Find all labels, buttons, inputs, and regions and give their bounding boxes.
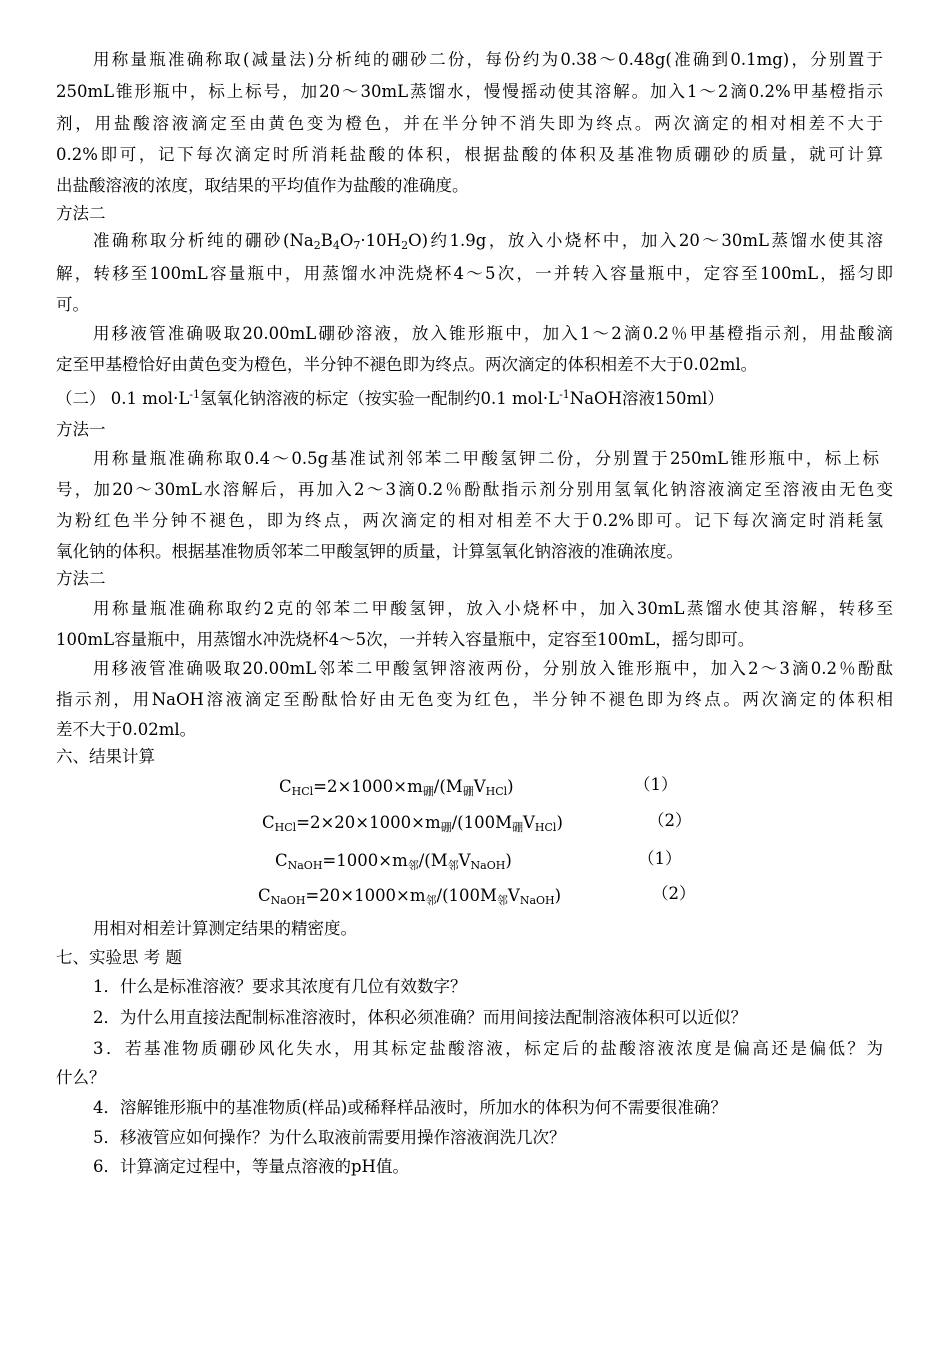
paragraph-line: 可。 — [56, 295, 89, 314]
question-item: 6．计算滴定过程中，等量点溶液的pH值。 — [93, 1157, 409, 1176]
paragraph-line: 用称量瓶准确称取(减量法)分析纯的硼砂二份，每份约为0.38～0.48g(准确到0.1mg)，分别置于 — [93, 50, 883, 69]
equation-naoh-1: $C_{NaOH}=1000\times m_邻/(M_邻V_{NaOH})$ — [275, 851, 512, 872]
paragraph-line: 用移液管准确吸取20.00mL邻苯二甲酸氢钾溶液两份，分别放入锥形瓶中，加入2～3滴0.2％酚酞 — [93, 659, 893, 678]
section-heading: （二） 0.1 $mol\cdot L^{-1}$氢氧化钠溶液的标定（按实验一配制约0.1 $mol\cdot L^{-1}NaOH$溶液150ml） — [56, 388, 724, 408]
section-heading: 七、实验思 考 题 — [56, 948, 182, 967]
paragraph-line: 为粉红色半分钟不褪色，即为终点，两次滴定的相对相差不大于0.2%即可。记下每次滴定时消耗氢 — [56, 511, 883, 530]
equation-naoh-2: $C_{NaOH}=20\times 1000\times m_邻/(100M_邻V_{NaOH})$ — [258, 886, 562, 907]
equation-number: （2） — [652, 884, 696, 903]
paragraph-line: 号，加20～30mL水溶解后，再加入2～3滴0.2％酚酞指示剂分别用氢氧化钠溶液滴定至溶液由无色变 — [56, 480, 893, 499]
paragraph-line: 0.2%即可，记下每次滴定时所消耗盐酸的体积，根据盐酸的体积及基准物质硼砂的质量，就可计算 — [56, 145, 883, 164]
question-item-continued: 什么？ — [56, 1068, 106, 1087]
paragraph-line: 100mL容量瓶中，用蒸馏水冲洗烧杯4～5次，一并转入容量瓶中，定容至100mL，摇匀即可。 — [56, 630, 755, 649]
equation-number: （1） — [638, 849, 682, 868]
section-heading: 六、结果计算 — [56, 747, 155, 766]
paragraph-line: 用称量瓶准确称取约2克的邻苯二甲酸氢钾，放入小烧杯中，加入30mL蒸馏水使其溶解，转移至 — [93, 599, 893, 618]
question-item: 4．溶解锥形瓶中的基准物质(样品)或稀释样品液时，所加水的体积为何不需要很准确？ — [93, 1098, 727, 1117]
equation-number: （2） — [648, 811, 692, 830]
paragraph-line: 准确称取分析纯的硼砂$(Na_2B_4O_7\cdot 10H_2O)$约1.9g，放入小烧杯中，加入20～30mL蒸馏水使其溶 — [93, 231, 883, 252]
question-item: 1．什么是标准溶液？要求其浓度有几位有效数字？ — [93, 977, 467, 996]
paragraph-line: 指示剂，用NaOH溶液滴定至酚酞恰好由无色变为红色，半分钟不褪色即为终点。两次滴定的体积相 — [56, 690, 893, 709]
paragraph-line: 出盐酸溶液的浓度，取结果的平均值作为盐酸的准确度。 — [56, 176, 469, 195]
question-item: 2．为什么用直接法配制标准溶液时，体积必须准确？而用间接法配制溶液体积可以近似？ — [93, 1008, 747, 1027]
method-heading: 方法二 — [56, 204, 106, 223]
equation-hcl-2: $C_{HCl}=2\times 20\times 1000\times m_硼/(100M_硼V_{HCl})$ — [262, 813, 563, 834]
paragraph-line: 氧化钠的体积。根据基准物质邻苯二甲酸氢钾的质量，计算氢氧化钠溶液的准确浓度。 — [56, 542, 683, 561]
method-heading: 方法二 — [56, 569, 106, 588]
method-heading: 方法一 — [56, 420, 106, 439]
question-item: 3．若基准物质硼砂风化失水，用其标定盐酸溶液，标定后的盐酸溶液浓度是偏高还是偏低？为 — [93, 1039, 883, 1058]
paragraph-line: 定至甲基橙恰好由黄色变为橙色，半分钟不褪色即为终点。两次滴定的体积相差不大于0.02ml。 — [56, 355, 758, 374]
equation-number: （1） — [634, 775, 678, 794]
paragraph-line: 用相对相差计算测定结果的精密度。 — [93, 919, 357, 938]
equation-hcl-1: $C_{HCl}=2\times 1000\times m_硼/(M_硼V_{HCl})$ — [279, 777, 514, 798]
paragraph-line: 解，转移至100mL容量瓶中，用蒸馏水冲洗烧杯4～5次，一并转入容量瓶中，定容至100mL，摇匀即 — [56, 264, 893, 283]
paragraph-line: 差不大于0.02ml。 — [56, 720, 197, 739]
paragraph-line: 250mL锥形瓶中，标上标号，加20～30mL蒸馏水，慢慢摇动使其溶解。加入1～2滴0.2%甲基橙指示 — [56, 82, 883, 101]
paragraph-line: 用移液管准确吸取20.00mL硼砂溶液，放入锥形瓶中，加入1～2滴0.2％甲基橙指示剂，用盐酸滴 — [93, 324, 893, 343]
paragraph-line: 用称量瓶准确称取0.4～0.5g基准试剂邻苯二甲酸氢钾二份，分别置于250mL锥形瓶中，标上标 — [93, 449, 879, 468]
question-item: 5．移液管应如何操作？为什么取液前需要用操作溶液润洗几次？ — [93, 1128, 566, 1147]
paragraph-line: 剂，用盐酸溶液滴定至由黄色变为橙色，并在半分钟不消失即为终点。两次滴定的相对相差不大于 — [56, 114, 883, 133]
